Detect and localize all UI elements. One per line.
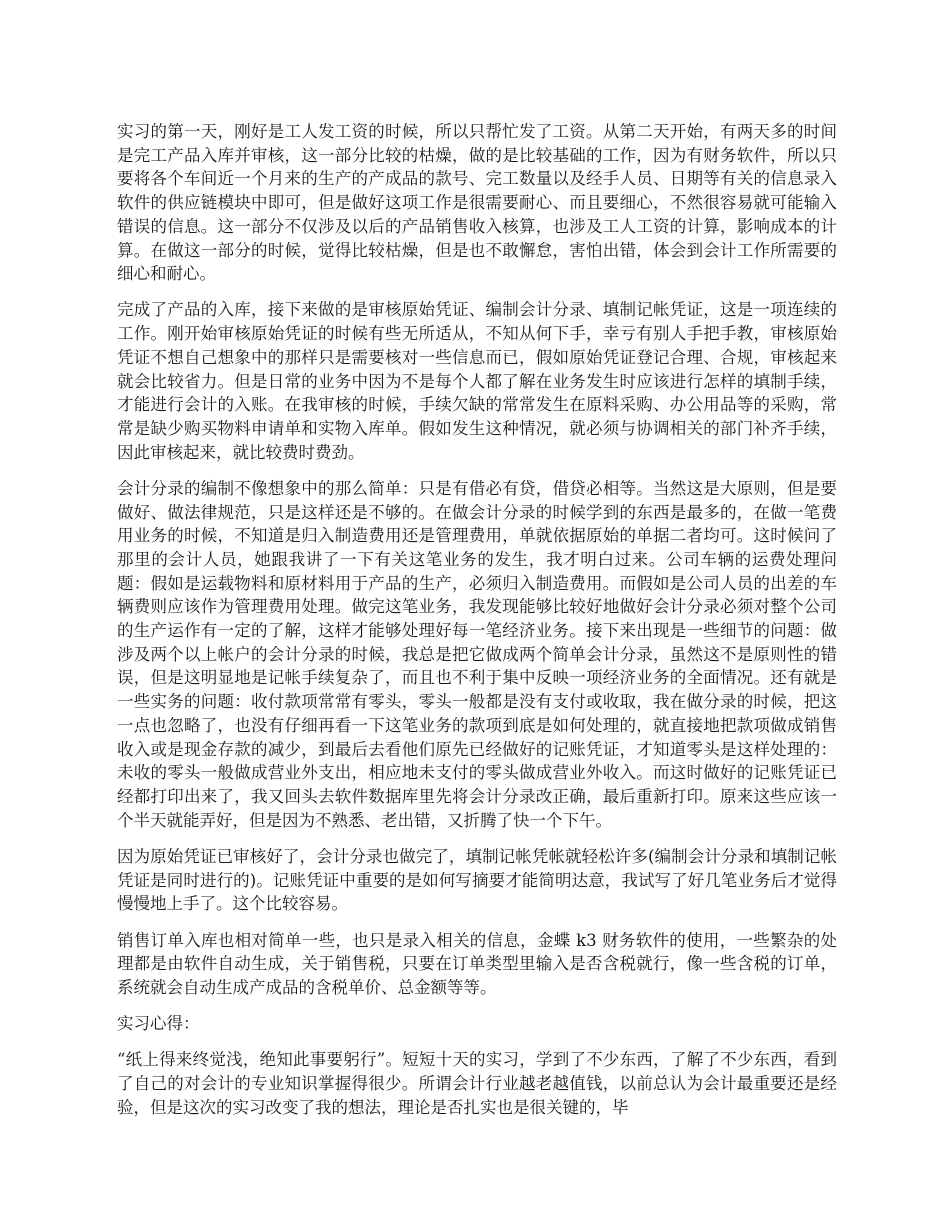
paragraph-first-day: 实习的第一天，刚好是工人发工资的时候，所以只帮忙发了工资。从第二天开始，有两天多的时间是完工产品入库并审核，这一部分比较的枯燥，做的是比较基础的工作，因为有财务软件，所以只要将各个车间近一个月来的生产的产成品的款号、完工数量以及经手人员、日期等有关的信息录入软件的供应链模块中即可，但是做好这项工作是很需要耐心、而且要细心，不然很容易就可能输入错误的信息。这一部分不仅涉及以后的产品销售收入核算，也涉及工人工资的计算，影响成本的计算。在做这一部分的时候，觉得比较枯燥，但是也不敢懈怠，害怕出错，体会到会计工作所需要的细心和耐心。 <box>117 122 837 284</box>
paragraph-reflections: “纸上得来终觉浅，绝知此事要躬行”。短短十天的实习，学到了不少东西，了解了不少东西，看到了自己的对会计的专业知识掌握得很少。所谓会计行业越老越值钱，以前总认为会计最重要还是经验，但是这次的实习改变了我的想法，理论是否扎实也是很关键的，毕 <box>117 1050 837 1117</box>
paragraph-heading-reflections: 实习心得： <box>117 1014 200 1034</box>
paragraph-bookkeeping-vouchers: 因为原始凭证已审核好了，会计分录也做完了，填制记帐凭帐就轻松许多(编制会计分录和填制记帐凭证是同时进行的)。记账凭证中重要的是如何写摘要才能简明达意，我试写了好几笔业务后才觉得慢慢地上手了。这个比较容易。 <box>117 846 837 914</box>
paragraph-journal-entries: 会计分录的编制不像想象中的那么简单：只是有借必有贷，借贷必相等。当然这是大原则，但是要做好、做法律规范，只是这样还是不够的。在做会计分录的时候学到的东西是最多的，在做一笔费用业务的时候，不知道是归入制造费用还是管理费用，单就依据原始的单据二者均可。这时候问了那里的会计人员，她跟我讲了一下有关这笔业务的发生，我才明白过来。公司车辆的运费处理问题：假如是运载物料和原材料用于产品的生产，必须归入制造费用。而假如是公司人员的出差的车辆费则应该作为管理费用处理。做完这笔业务，我发现能够比较好地做好会计分录必须对整个公司的生产运作有一定的了解，这样才能够处理好每一笔经济业务。接下来出现是一些细节的问题：做涉及两个以上帐户的会计分录的时候，我总是把它做成两个简单会计分录，虽然这不是原则性的错误，但是这明显地是记帐手续复杂了，而且也不利于集中反映一项经济业务的全面情况。还有就是一些实务的问题：收付款项常常有零头，零头一般都是没有支付或收取，我在做分录的时候，把这一点也忽略了，也没有仔细再看一下这笔业务的款项到底是如何处理的，就直接地把款项做成销售收入或是现金存款的减少，到最后去看他们原先已经做好的记账凭证，才知道零头是这样处理的：未收的零头一般做成营业外支出，相应地未支付的零头做成营业外收入。而这时做好的记账凭证已经都打印出来了，我又回头去软件数据库里先将会计分录改正确，最后重新打印。原来这些应该一个半天就能弄好，但是因为不熟悉、老出错，又折腾了快一个下午。 <box>117 478 837 830</box>
document-body <box>117 120 837 1132</box>
paragraph-sales-orders: 销售订单入库也相对简单一些，也只是录入相关的信息，金蝶 k3 财务软件的使用，一些繁杂的处理都是由软件自动生成，关于销售税，只要在订单类型里输入是否含税就行，像一些含税的订单，系统就会自动生成产成品的含税单价、总金额等等。 <box>117 930 837 997</box>
paragraph-voucher-review: 完成了产品的入库，接下来做的是审核原始凭证、编制会计分录、填制记帐凭证，这是一项连续的工作。刚开始审核原始凭证的时候有些无所适从，不知从何下手，幸亏有别人手把手教，审核原始凭证不想自己想象中的那样只是需要核对一些信息而已，假如原始凭证登记合理、合规，审核起来就会比较省力。但是日常的业务中因为不是每个人都了解在业务发生时应该进行怎样的填制手续，才能进行会计的入账。在我审核的时候，手续欠缺的常常发生在原料采购、办公用品等的采购，常常是缺少购买物料申请单和实物入库单。假如发生这种情况，就必须与协调相关的部门补齐手续，因此审核起来，就比较费时费劲。 <box>117 300 837 462</box>
